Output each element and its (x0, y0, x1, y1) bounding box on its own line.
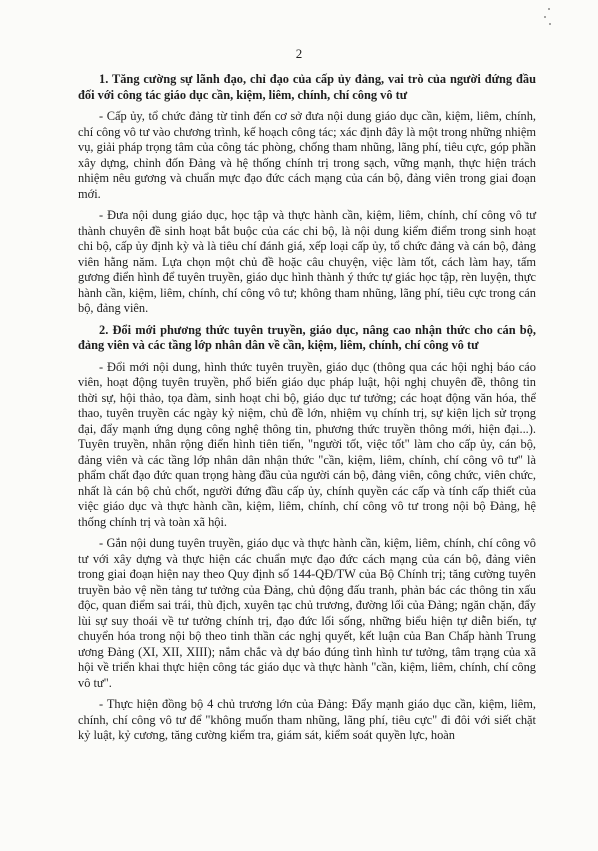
page-number: 2 (295, 46, 303, 61)
section-heading-2: 2. Đổi mới phương thức tuyên truyền, giáo dục, nâng cao nhận thức cho cán bộ, đảng viên và các tầng lớp nhân dân về cần, kiệm, liêm, chính, chí công vô tư (78, 322, 536, 352)
paragraph: - Đổi mới nội dung, hình thức tuyên truyền, giáo dục (thông qua các hội nghị báo cáo viên, hoạt động tuyên truyền, phổ biến giáo dục pháp luật, hội nghị chuyên đề, thông tin thời sự, hội thảo, tọa đàm, sinh hoạt chi bộ, giáo dục tư tưởng; các hoạt động văn hóa, thể thao, tuyên truyền các ngày kỷ niệm, chủ đề lớn, nhiệm vụ chính trị, sự kiện lịch sử trọng đại, đẩy mạnh ứng dụng công nghệ thông tin, phương thức truyền thông mới, hiện đại...). Tuyên truyền, nhân rộng điển hình tiên tiến, "người tốt, việc tốt" làm cho cấp ủy, cán bộ, đảng viên và các tầng lớp nhân dân nhận thức "cần, kiệm, liêm, chính, chí công vô tư" là phẩm chất đạo đức quan trọng hàng đầu của người cán bộ, đảng viên, công chức, viên chức, nhất là cán bộ chủ chốt, người đứng đầu cấp ủy, chính quyền các cấp và tính cấp thiết của việc giáo dục và thực hành cần, kiệm, liêm, chính, chí công vô tư trong nội bộ Đảng, hệ thống chính trị và toàn xã hội. (78, 359, 536, 529)
paragraph: - Cấp ủy, tổ chức đảng từ tỉnh đến cơ sở đưa nội dung giáo dục cần, kiệm, liêm, chính, chí công vô tư vào chương trình, kế hoạch công tác; xác định đây là một trong những nhiệm vụ, giải pháp trọng tâm của công tác phòng, chống tham nhũng, lãng phí, tiêu cực, góp phần xây dựng, chỉnh đốn Đảng và hệ thống chính trị trong sạch, vững mạnh, thực hiện trách nhiệm nêu gương và chuẩn mực đạo đức cách mạng của cán bộ, đảng viên trong giai đoạn mới. (78, 109, 536, 201)
paragraph: - Thực hiện đồng bộ 4 chủ trương lớn của Đảng: Đẩy mạnh giáo dục cần, kiệm, liêm, chính, chí công vô tư để "không muốn tham nhũng, lãng phí, tiêu cực" đi đôi với siết chặt kỷ luật, kỷ cương, tăng cường kiểm tra, giám sát, kiểm soát quyền lực, hoàn (78, 697, 536, 742)
paragraph: - Đưa nội dung giáo dục, học tập và thực hành cần, kiệm, liêm, chính, chí công vô tư thành chuyên đề sinh hoạt bắt buộc của các chi bộ, là nội dung kiểm điểm trong sinh hoạt chi bộ, cấp ủy định kỳ và là tiêu chí đánh giá, xếp loại cấp ủy, tổ chức đảng và cán bộ, đảng viên hằng năm. Lựa chọn một chủ đề hoặc câu chuyện, việc làm tốt, cách làm hay, tấm gương điển hình để tuyên truyền, giáo dục hình thành ý thức tự giác học tập, rèn luyện, thực hành cần, kiệm, liêm, chính, chí công vô tư; không tham nhũng, lãng phí, tiêu cực trong cán bộ, đảng viên. (78, 208, 536, 315)
scan-marks (542, 8, 552, 26)
section-heading-1: 1. Tăng cường sự lãnh đạo, chỉ đạo của cấp ủy đảng, vai trò của người đứng đầu đối với công tác giáo dục cần, kiệm, liêm, chính, chí công vô tư (78, 72, 536, 102)
paragraph: - Gắn nội dung tuyên truyền, giáo dục và thực hành cần, kiệm, liêm, chính, chí công vô tư với xây dựng và thực hiện các chuẩn mực đạo đức cách mạng của cán bộ, đảng viên trong giai đoạn hiện nay theo Quy định số 144-QĐ/TW của Bộ Chính trị; tăng cường tuyên truyền bảo vệ nền tảng tư tưởng của Đảng, chủ động đấu tranh, phản bác các thông tin xấu độc, quan điểm sai trái, thù địch, xuyên tạc chủ trương, đường lối của Đảng; ngăn chặn, đẩy lùi sự suy thoái về tư tưởng chính trị, đạo đức lối sống, những biểu hiện tự diễn biến, tự chuyển hóa trong nội bộ theo tinh thần các nghị quyết, kết luận của Ban Chấp hành Trung ương Đảng (XI, XII, XIII); nắm chắc và dự báo đúng tình hình tư tưởng, tâm trạng của xã hội về triển khai thực hiện công tác giáo dục và thực hành "cần, kiệm, liêm, chính, chí công vô tư". (78, 536, 536, 690)
document-body (78, 72, 536, 750)
